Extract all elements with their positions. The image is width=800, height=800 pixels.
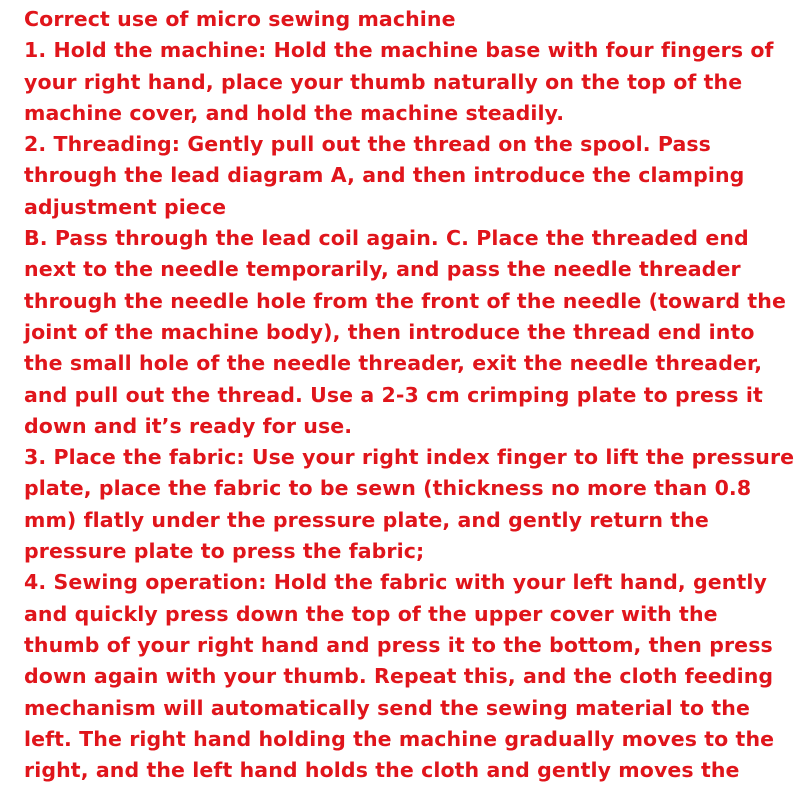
document-line: and quickly press down the top of the upper cover with the <box>24 601 718 626</box>
document-line: plate, place the fabric to be sewn (thickness no more than 0.8 <box>24 476 752 501</box>
document-line: 3. Place the fabric: Use your right index finger to lift the pressure <box>24 445 795 470</box>
document-line: left. The right hand holding the machine gradually moves to the <box>24 726 775 751</box>
document-title: Correct use of micro sewing machine <box>24 7 456 31</box>
document-line: mechanism will automatically send the sewing material to the <box>24 695 750 720</box>
document-line: through the needle hole from the front of the needle (toward the <box>24 288 786 313</box>
document-line: adjustment piece <box>24 194 227 219</box>
document-line: 2. Threading: Gently pull out the thread on the spool. Pass <box>24 132 711 157</box>
document-line: right, and the left hand holds the cloth and gently moves the <box>24 758 740 783</box>
document-line: thumb of your right hand and press it to the bottom, then press <box>24 632 773 657</box>
document-line: B. Pass through the lead coil again. C. Place the threaded end <box>24 226 749 251</box>
document-line: 4. Sewing operation: Hold the fabric with your left hand, gently <box>24 570 767 595</box>
document-line: joint of the machine body), then introduce the thread end into <box>24 319 755 344</box>
document-line: down again with your thumb. Repeat this, and the cloth feeding <box>24 664 774 689</box>
document-line: 1. Hold the machine: Hold the machine base with four fingers of <box>24 38 774 63</box>
document-line: and pull out the thread. Use a 2-3 cm crimping plate to press it <box>24 382 763 407</box>
document-line: down and it’s ready for use. <box>24 413 353 438</box>
document-line: through the lead diagram A, and then introduce the clamping <box>24 163 745 188</box>
document-line: your right hand, place your thumb naturally on the top of the <box>24 69 743 94</box>
document-line: next to the needle temporarily, and pass the needle threader <box>24 257 741 282</box>
document-line: pressure plate to press the fabric; <box>24 539 425 564</box>
document-line: mm) flatly under the pressure plate, and gently return the <box>24 507 709 532</box>
document-line: machine cover, and hold the machine steadily. <box>24 100 565 125</box>
document-line: the small hole of the needle threader, exit the needle threader, <box>24 351 763 376</box>
instruction-document <box>24 4 794 786</box>
